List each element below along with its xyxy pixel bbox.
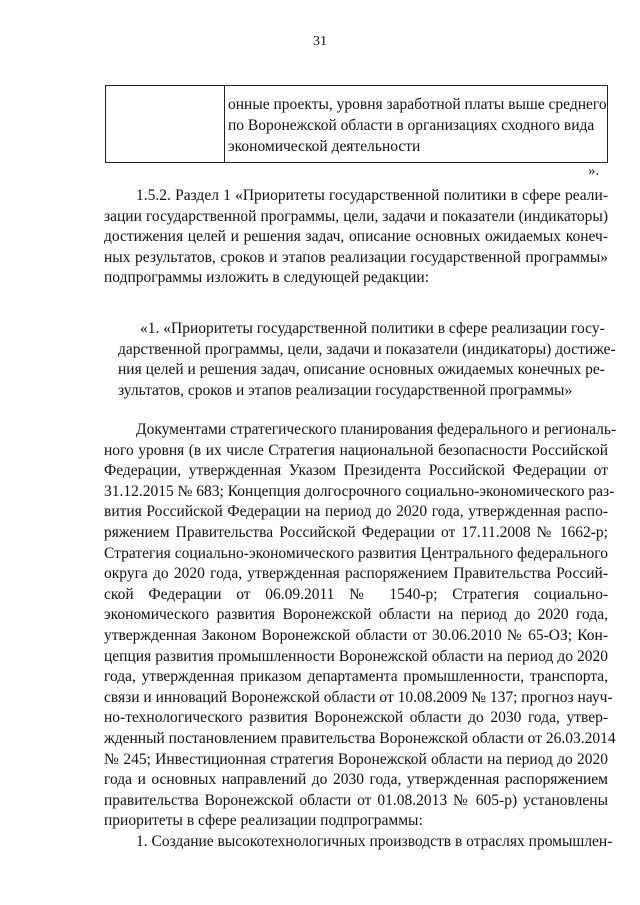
page-number: 31 <box>313 34 327 49</box>
amendment-paragraph <box>104 186 608 289</box>
table-fragment <box>105 85 608 163</box>
paragraph-line: Документами стратегического планирования федерального и региональ- <box>136 421 617 438</box>
paragraph-line: 1.5.2. Раздел 1 «Приоритеты государственной политики в сфере реали- <box>136 187 608 204</box>
paragraph-line: округа до 2020 года, утвержденная распоряжением Правительства Россий- <box>104 565 608 583</box>
paragraph-line: зации государственной программы, цели, задачи и показатели (индикаторы) <box>104 207 608 225</box>
paragraph-line: вития Российской Федерации на период до 2020 года, утвержденная распо- <box>104 503 608 521</box>
table-line: по Воронежской области в организациях сходного вида <box>228 117 595 134</box>
paragraph-line: утвержденная Законом Воронежской области от 30.06.2010 № 65-ОЗ; Кон- <box>104 626 608 644</box>
list-item-line: 1. Создание высокотехнологичных производств в отраслях промышлен- <box>136 832 613 850</box>
paragraph-line: цепция развития промышленности Воронежской области на период до 2020 <box>104 647 608 665</box>
paragraph-line: ряжением Правительства Российской Федерации от 17.11.2008 № 1662-р; <box>104 523 608 541</box>
paragraph-line: жденный постановлением правительства Воронежской области от 26.03.2014 <box>104 729 616 747</box>
paragraph-line: экономического развития Воронежской области на период до 2020 года, <box>104 606 608 624</box>
table-line: экономической деятельности <box>228 138 421 155</box>
paragraph-line: года и основных направлений до 2030 года, утвержденная распоряжением <box>104 771 608 789</box>
paragraph-line: ного уровня (в их числе Стратегия национальной безопасности Российской <box>104 441 608 459</box>
paragraph-line: ных результатов, сроков и этапов реализации государственной программы» <box>104 248 608 266</box>
paragraph-line: подпрограммы изложить в следующей редакции: <box>104 269 430 287</box>
table-closing-quote: ». <box>588 163 600 179</box>
paragraph-line: достижения целей и решения задач, описание основных ожидаемых конеч- <box>104 228 608 246</box>
heading-line: ния целей и решения задач, описание основных ожидаемых конечных ре- <box>118 361 605 379</box>
paragraph-line: ской Федерации от 06.09.2011 № 1540-р; Стратегия социально- <box>104 585 608 603</box>
paragraph-line: правительства Воронежской области от 01.08.2013 № 605-р) установлены <box>104 791 608 809</box>
paragraph-line: Стратегия социально-экономического развития Центрального федерального <box>104 544 608 562</box>
paragraph-line: 31.12.2015 № 683; Концепция долгосрочного социально-экономического раз- <box>104 482 615 500</box>
heading-line: зультатов, сроков и этапов реализации государственной программы» <box>118 381 573 399</box>
section-heading <box>118 319 616 401</box>
paragraph-line: Федерации, утвержденная Указом Президента Российской Федерации от <box>104 462 608 480</box>
paragraph-line: № 245; Инвестиционная стратегия Воронежской области на период до 2020 <box>104 750 608 768</box>
table-cell-text <box>228 94 607 157</box>
heading-line: дарственной программы, цели, задачи и показатели (индикаторы) достиже- <box>118 340 616 358</box>
heading-line: «1. «Приоритеты государственной политики в сфере реализации госу- <box>140 320 605 337</box>
paragraph-line: года, утвержденная приказом департамента промышленности, транспорта, <box>104 668 608 686</box>
body-paragraph <box>104 420 617 852</box>
paragraph-line: приоритеты в сфере реализации подпрограммы: <box>104 812 423 830</box>
table-line: онные проекты, уровня заработной платы выше среднего <box>228 96 607 113</box>
table-column-divider <box>224 86 225 162</box>
paragraph-line: связи и инноваций Воронежской области от 10.08.2009 № 137; прогноз науч- <box>104 688 613 706</box>
paragraph-line: но-технологического развития Воронежской области до 2030 года, утвер- <box>104 709 608 727</box>
